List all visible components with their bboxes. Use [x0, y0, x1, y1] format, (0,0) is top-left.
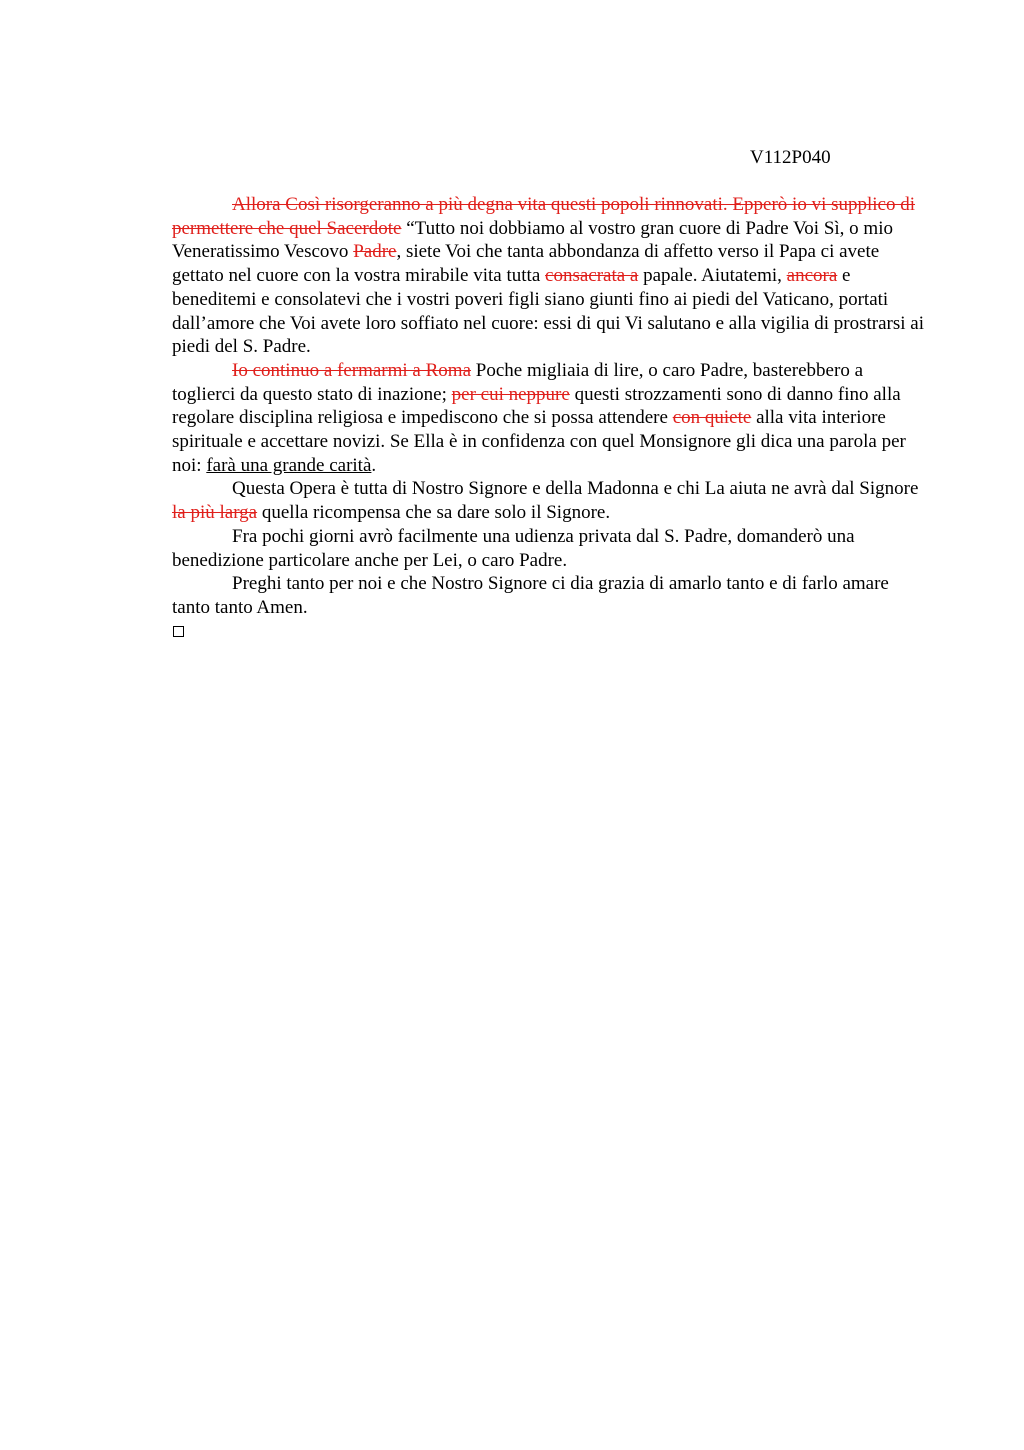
- deleted-text: per cui neppure: [451, 383, 570, 405]
- deleted-text: Allora Così risorgeranno a più degna vita questi popoli rinnovati. Epperò io vi supplico di permettere che quel Sacerdote: [172, 194, 916, 239]
- body-text: papale. Aiutatemi,: [638, 265, 787, 287]
- body-text: e beneditemi e consolatevi che i vostri poveri figli siano giunti fino ai piedi del Vaticano, portati dall’amore che Voi avete loro soffiato nel cuore: essi di qui Vi salutano e alla vigilia di prostrarsi ai piedi del S. Padre.: [172, 265, 924, 358]
- body-text: quella ricompensa che sa dare solo il Signore.: [257, 502, 611, 524]
- deleted-text: Io continuo a fermarmi a Roma: [232, 359, 472, 381]
- paragraph: [172, 359, 924, 478]
- paragraph: [172, 525, 924, 572]
- deleted-text: con quiete: [672, 407, 752, 429]
- deleted-text: la più larga: [172, 502, 258, 524]
- body-text: questi strozzamenti sono di danno fino alla regolare disciplina religiosa e impediscono che si possa attendere: [172, 383, 901, 429]
- deleted-text: ancora: [786, 265, 838, 287]
- body-text: Questa Opera è tutta di Nostro Signore e della Madonna e chi La aiuta ne avrà dal Signore: [232, 478, 919, 500]
- deleted-text: Padre: [353, 241, 397, 263]
- body-text: , siete Voi che tanta abbondanza di affetto verso il Papa ci avete gettato nel cuore con la vostra mirabile vita tutta: [172, 241, 880, 287]
- body-text: Preghi tanto per noi e che Nostro Signore ci dia grazia di amarlo tanto e di farlo amare tanto tanto Amen.: [172, 573, 889, 618]
- page-identifier: V112P040: [750, 147, 831, 168]
- empty-square-icon: [173, 626, 184, 637]
- underlined-text: farà una grande carità: [206, 454, 372, 476]
- letter-body: [172, 193, 924, 620]
- body-text: “Tutto noi dobbiamo al vostro gran cuore di Padre Voi Sì, o mio Veneratissimo Vescovo: [172, 217, 893, 263]
- body-text: Poche migliaia di lire, o caro Padre, basterebbero a toglierci da questo stato di inazione;: [172, 359, 864, 405]
- body-text: Fra pochi giorni avrò facilmente una udienza privata dal S. Padre, domanderò una benedizione particolare anche per Lei, o caro Padre.: [172, 525, 855, 571]
- paragraph: [172, 572, 924, 619]
- deleted-text: consacrata a: [545, 265, 639, 287]
- paragraph: [172, 477, 924, 524]
- body-text: alla vita interiore spirituale e accettare novizi. Se Ella è in confidenza con quel Monsignore gli dica una parola per noi:: [172, 407, 906, 476]
- body-text: .: [371, 454, 377, 476]
- paragraph: [172, 193, 924, 359]
